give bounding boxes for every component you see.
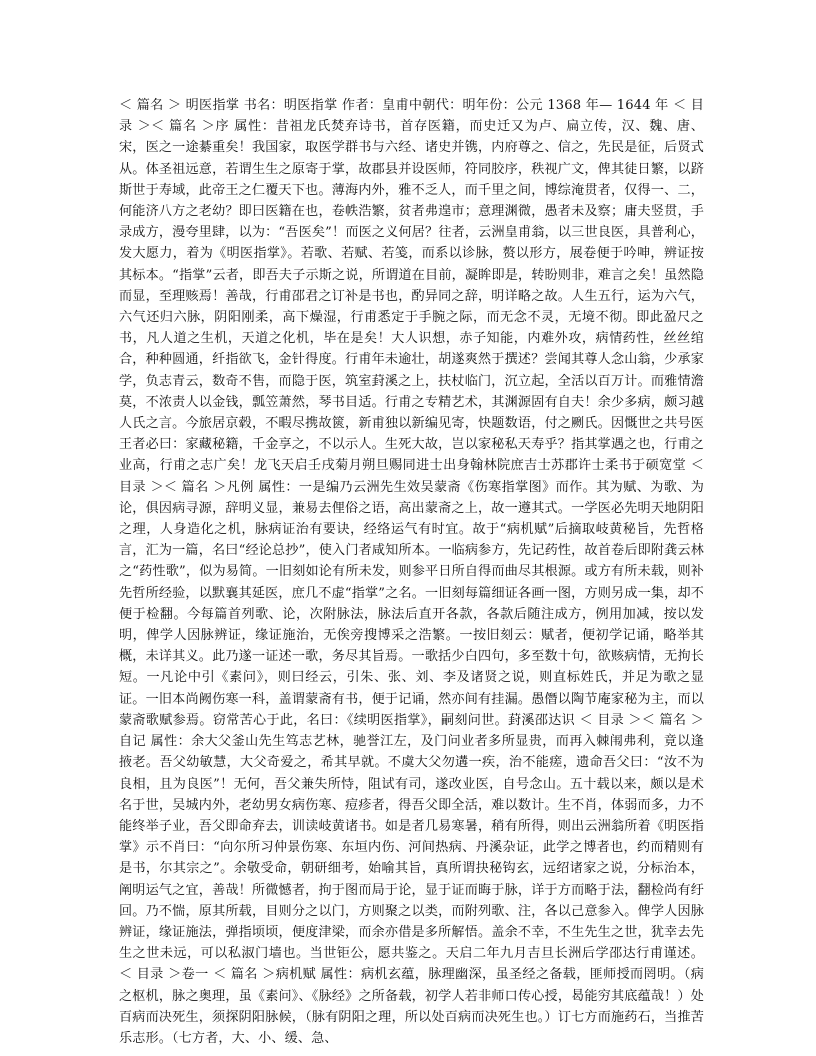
document-body-text: ＜ 篇名 ＞ 明医指掌 书名：明医指掌 作者：皇甫中朝代：明年份：公元 1368 年— 1644 年 ＜ 目录 ＞＜ 篇名 ＞序 属性：昔祖龙氏焚弃诗书，首存医籍，而史迁又为卢、扁立传，汉、魏、唐、宋，医之一途綦重矣！我国家，取医学群书与六经、诸史并镌，内府尊之、信之，先民是征，后贤式从。体圣祖远意，若谓生生之原寄于掌，故郡县并设医师，符同胶序，秩视广文，俾其徒日繁，以跻斯世于寿域，此帝王之仁覆天下也。薄海内外，雅不乏人，而千里之间，博综淹贯者，仅得一、二，何能济八方之老幼？即曰医籍在也，卷帙浩繁，贫者弗遑市；意理渊微，愚者未及察；庸夫竖贯，手录成方，漫夸里肆，以为：“吾医矣”！而医之义何居？往者，云洲皇甫翁，以三世良医，具普利心，发大愿力，着为《明医指掌》。若歌、若赋、若笺，而系以诊脉，赘以形方，展卷便于吟呻，辨证按其标本。“指掌”云者，即吾夫子示斯之说，所谓道在目前，凝眸即是，转盼则非，难言之矣！虽然隐而显，至理赅焉！善哉，行甫邵君之订补是书也，酌异同之辞，明详略之故。人生五行，运为六气，六气还归六脉，阴阳刚柔，高下燥湿，行甫悉定于手腕之际，而无念不灵，无境不彻。即此盈尺之书，凡人道之生机，天道之化机，毕在是矣！大人识想，赤子知能，内难外攻，病情药性，丝丝绾合，种种圆通，纤指欲飞，金针得度。行甫年未逾壮，胡遂爽然于撰述？尝闻其尊人念山翁，少承家学，负志青云，数奇不售，而隐于医，筑室葑溪之上，扶杖临门，沉立起，全活以百万计。而雅情澹莫，不浓责人以金钱，瓢笠萧然，琴书目适。行甫之专精艺术，其渊源固有自夫！余少多病，颇习越人氏之言。今旅居京毂，不暇尽携故篋，新甫独以新编见寄，快题数语，付之劂氏。因慨世之共号医王者必曰：家藏秘籍，千金享之，不以示人。生死大故，岂以家秘私天寿乎？指其掌遇之也，行甫之业高，行甫之志广矣！龙飞天启壬戌菊月朔旦赐同进士出身翰林院庶吉士苏郡许士柔书于硕宽堂 ＜ 目录 ＞＜ 篇名 ＞凡例 属性：一是编乃云洲先生效吴蒙斋《伤寒指掌图》而作。其为赋、为歌、为论，俱因病寻源，辞明义显，兼易去俚俗之语，高出蒙斋之上，故一遵其式。一学医必先明天地阴阳之理，人身造化之机，脉病证治有要诀，经络运气有时宜。故于“病机赋”后摘取岐黄秘旨，先哲格言，汇为一篇，名曰“经论总抄”，使入门者咸知所本。一临病参方，先记药性，故首卷后即附龚云林之“药性歌”，似为易简。一旧刻如论有所未发，则参平日所自得而曲尽其根源。或方有所未载，则补先哲所经验，以默襄其延医，庶几不虚“指掌”之名。一旧刻每篇细证各画一图，方则另成一集，却不便于检翻。今每篇首列歌、论，次附脉法，脉法后直开各款，各款后随注成方，例用加减，按以发明，俾学人因脉辨证，缘证施治，无俟旁搜博采之浩繁。一按旧刻云：赋者，便初学记诵，略举其概，未详其义。此乃遂一证述一歌，务尽其旨焉。一歌括少白四句，多至数十句，欲赅病情，无拘长短。一凡论中引《素问》，则曰经云，引朱、张、刘、李及诸贤之说，则直标姓氏，并足为歌之显证。一旧本尚阙伤寒一科，盖谓蒙斋有书，便于记诵，然亦间有挂漏。愚僭以陶节庵家秘为主，而以蒙斋歌赋参焉。窃常苦心于此，名曰：《续明医指掌》，嗣刻问世。葑溪邵达识 ＜ 目录 ＞＜ 篇名 ＞自记 属性：余大父釜山先生笃志艺林，驰誉江左，及门问业者多所显贵，而再入棘闱弗利，竟以逢掖老。吾父幼敏慧，大父奇爱之，希其早就。不虞大父勿遘一疾，治不能瘥，遗命吾父曰：“汝不为良相，且为良医”！无何，吾父兼失所恃，阻试有司，遂改业医，自号念山。五十载以来，颇以是术名于世，吴城内外，老幼男女病伤寒、痘疹者，得吾父即全活，难以数计。生不肖，体弱而多，力不能终举子业，吾父即命弃去，训读岐黄诸书。如是者几易寒暑，稍有所得，则出云洲翁所着《明医指掌》示不肖曰：“向尔所习仲景伤寒、东垣内伤、河间热病、丹溪杂证，此学之博者也，约而精则有是书，尔其宗之”。余敬受命，朝研细考，始喻其旨，真所谓抉秘钩玄，远绍诸家之说，分标治本，阐明运气之宜，善哉！所微憾者，拘于图而局于论，显于证而晦于脉，详于方而略于法，翻检尚有纡回。乃不惴，原其所载，目则分之以门，方则聚之以类，而附列歌、注，各以己意参入。俾学人因脉辨证，缘证施法，弹指顷顷，便度津梁，而余亦借是多所解悟。盖余不幸，不生先生之世，犹幸去先生之世未远，可以私淑门墙也。当世钜公，愿共鉴之。天启二年九月吉旦长洲后学邵达行甫谨述。 ＜ 目录 ＞卷一 ＜ 篇名 ＞病机赋 属性：病机玄蕴，脉理幽深，虽圣经之备载，匪师授而罔明。（病之枢机，脉之奥理，虽《素问》、《脉经》之所备载，初学人若非师口传心授，曷能穷其底蕴哉！）处百病而决死生，须探阴阳脉候，（脉有阴阳之理，所以处百病而决死生也。）订七方而施药石，当推苦乐志形。（七方者，大、小、缓、急、	[119, 98, 704, 1046]
